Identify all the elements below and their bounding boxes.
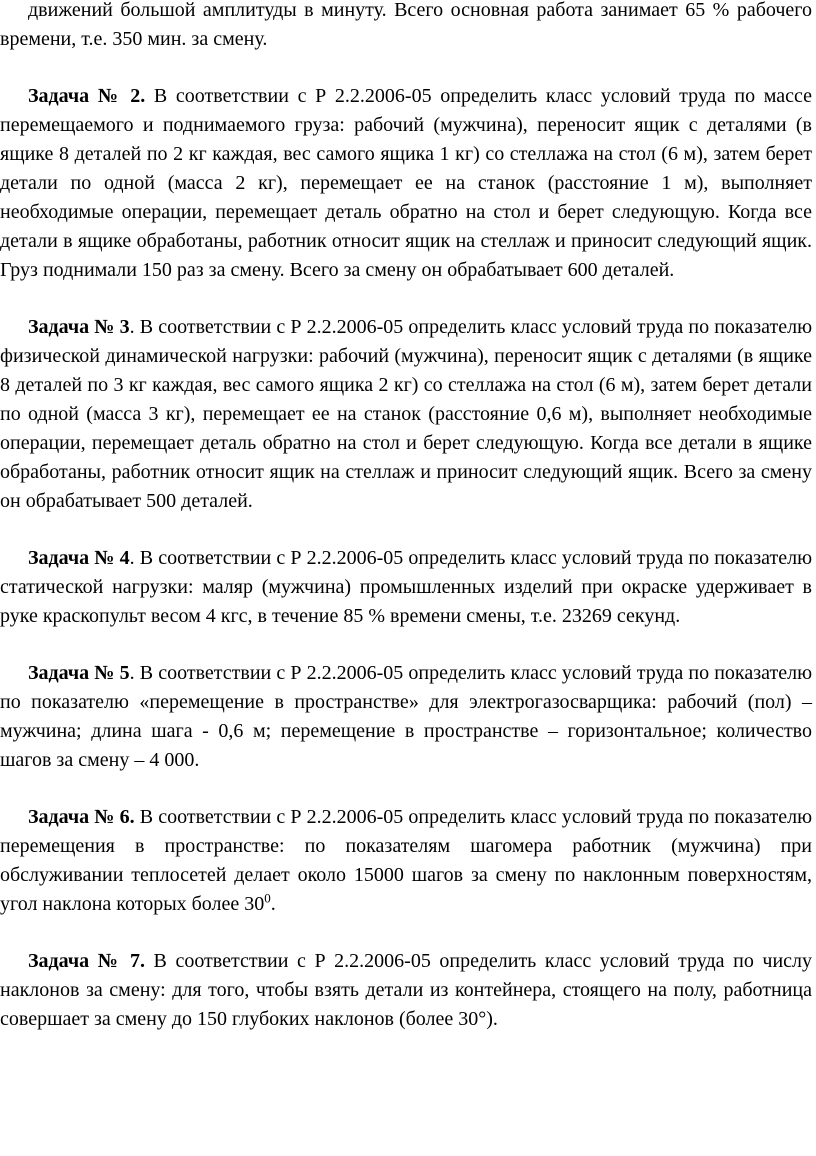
task-7-body: В соответствии с Р 2.2.2006-05 определить класс условий труда по числу наклонов за смену: для того, чтобы взять детали из контейнера, стоящего на полу, работница совершает за смену до 150 глубоких наклонов (более 30°). <box>0 950 813 1030</box>
task-6-body: В соответствии с Р 2.2.2006-05 определить класс условий труда по показателю перемещения в пространстве: по показателям шагомера работник (мужчина) при обслуживании теплосетей делает около 15000 шагов за смену по наклонным поверхностям, угол наклона которых более 30 <box>0 806 813 915</box>
paragraph-task-5 <box>0 659 812 775</box>
task-5-label: Задача № 5 <box>28 662 130 684</box>
task-3-label: Задача № 3 <box>28 316 130 338</box>
task-6-superscript-zero: 0 <box>264 890 271 906</box>
task-5-body: . В соответствии с Р 2.2.2006-05 определить класс условий труда по показателю по показателю «перемещение в пространстве» для электрогазосварщика: рабочий (пол) – мужчина; длина шага - 0,6 м; перемещение в пространстве – горизонтальное; количество шагов за смену – 4 000. <box>0 662 813 771</box>
task-4-body: . В соответствии с Р 2.2.2006-05 определить класс условий труда по показателю статической нагрузки: маляр (мужчина) промышленных изделий при окраске удерживает в руке краскопульт весом 4 кгс, в течение 85 % времени смены, т.е. 23269 секунд. <box>0 547 813 627</box>
paragraph-task-4 <box>0 544 812 631</box>
paragraph-task-3 <box>0 313 812 516</box>
task-2-body: В соответствии с Р 2.2.2006-05 определить класс условий труда по массе перемещаемого и поднимаемого груза: рабочий (мужчина), переносит ящик с деталями (в ящике 8 деталей по 2 кг каждая, вес самого ящика 1 кг) со стеллажа на стол (6 м), затем берет детали по одной (масса 2 кг), перемещает ее на станок (расстояние 1 м), выполняет необходимые операции, перемещает деталь обратно на стол и берет следующую. Когда все детали в ящике обработаны, работник относит ящик на стеллаж и приносит следующий ящик. Груз поднимали 150 раз за смену. Всего за смену он обрабатывает 600 деталей. <box>0 85 812 281</box>
intro-text: движений большой амплитуды в минуту. Всего основная работа занимает 65 % рабочего времени, т.е. 350 мин. за смену. <box>0 0 812 50</box>
paragraph-task-7 <box>0 947 812 1034</box>
task-6-body-end: . <box>270 893 276 915</box>
task-3-body: . В соответствии с Р 2.2.2006-05 определить класс условий труда по показателю физической динамической нагрузки: рабочий (мужчина), переносит ящик с деталями (в ящике 8 деталей по 3 кг каждая, вес самого ящика 2 кг) со стеллажа на стол (6 м), затем берет детали по одной (масса 3 кг), перемещает ее на станок (расстояние 0,6 м), выполняет необходимые операции, перемещает деталь обратно на стол и берет следующую. Когда все детали в ящике обработаны, работник относит ящик на стеллаж и приносит следующий ящик. Всего за смену он обрабатывает 500 деталей. <box>0 316 813 512</box>
task-2-label: Задача № 2. <box>28 85 146 107</box>
paragraph-intro <box>0 0 812 54</box>
task-4-label: Задача № 4 <box>28 547 130 569</box>
paragraph-task-6 <box>0 803 812 919</box>
task-6-label: Задача № 6. <box>28 806 135 828</box>
paragraph-task-2 <box>0 82 812 285</box>
task-7-label: Задача № 7. <box>28 950 145 972</box>
